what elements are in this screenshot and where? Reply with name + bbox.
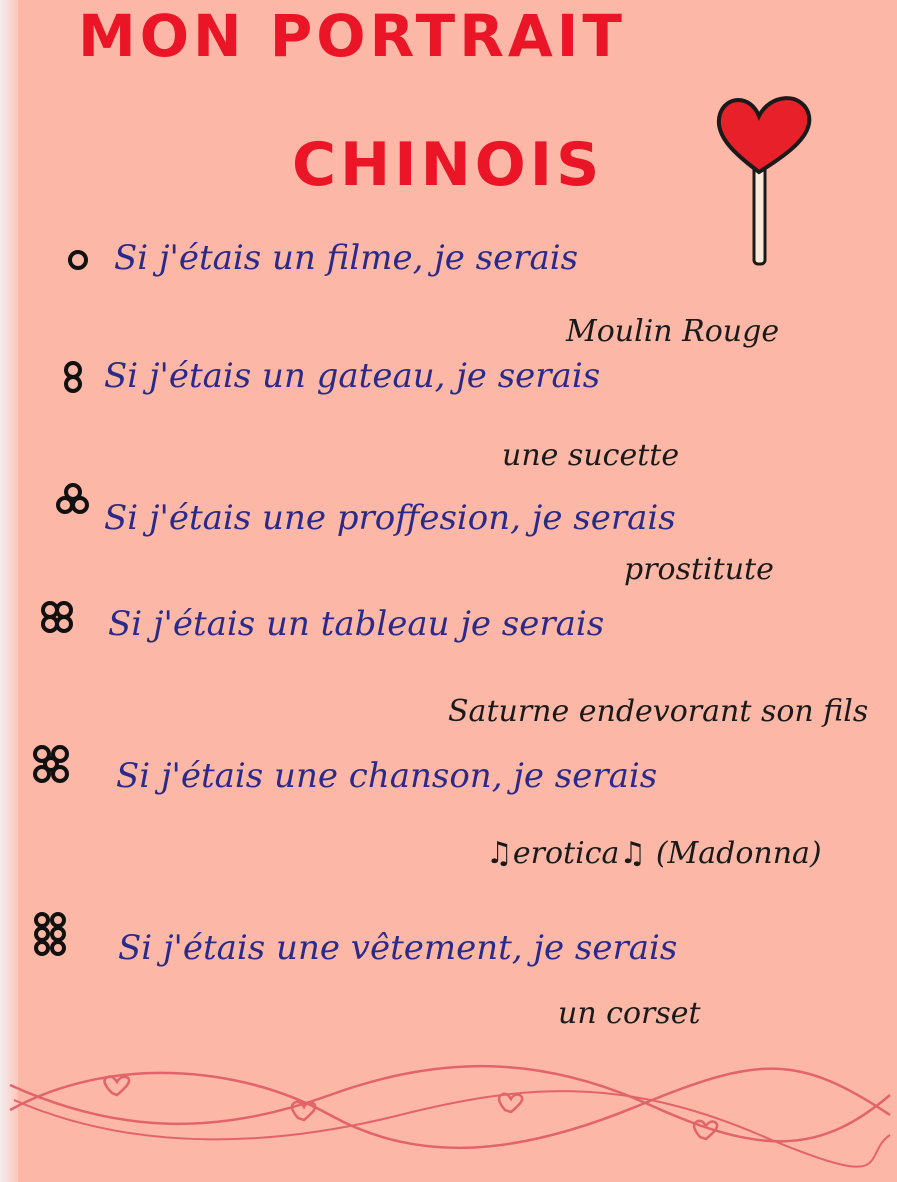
question-3: Si j'étais une proffesion, je serais [104, 498, 676, 538]
answer-1: Moulin Rouge [566, 314, 780, 349]
six-loops-icon [32, 910, 92, 980]
answer-2: une sucette [502, 438, 680, 473]
five-loops-icon [30, 744, 90, 814]
title-line-1: MON PORTRAIT [78, 2, 626, 70]
paper-edge [0, 0, 18, 1182]
heart-icon [105, 1076, 718, 1139]
question-5: Si j'étais une chanson, je serais [116, 756, 658, 796]
question-4: Si j'étais un tableau je serais [108, 604, 605, 644]
question-2: Si j'étais un gateau, je serais [104, 356, 601, 396]
answer-5: ♫erotica♫ (Madonna) [486, 836, 822, 871]
answer-4: Saturne endevorant son fils [448, 694, 869, 729]
question-6: Si j'étais une vêtement, je serais [118, 928, 678, 968]
wavy-heart-border [0, 1055, 897, 1175]
heart-lollipop-icon [712, 92, 817, 267]
answer-3: prostitute [624, 552, 774, 587]
question-1: Si j'étais un filme, je serais [114, 238, 579, 278]
four-loops-icon [40, 600, 100, 670]
answer-6: un corset [558, 996, 701, 1031]
circle-icon [62, 242, 122, 312]
title-line-2: CHINOIS [292, 130, 604, 200]
